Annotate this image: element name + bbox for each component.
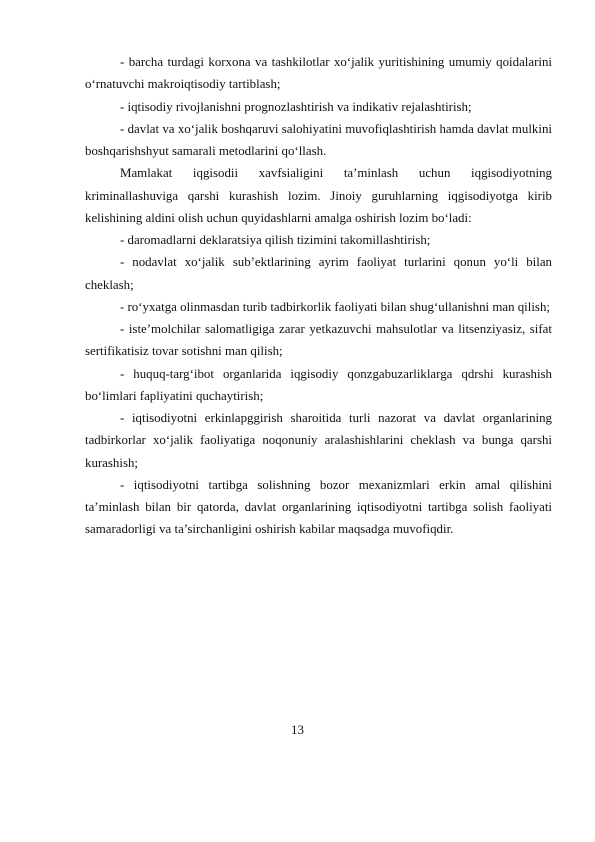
paragraph-state-management: - davlat va xo‘jalik boshqaruvi salohiyatini muvofiqlashtirish hamda davlat mulkini boshqarishshyut samarali metodlarini qo‘llash. — [85, 121, 552, 158]
paragraph-economic-security-intro: Mamlakat iqgisodii xavfsialigini ta’minlash uchun iqgisodiyotning kriminallashuviga qarshi kurashish lozim. Jinoiy guruhlarning iqgisodiyotga kirib kelishining aldini olish uchun quyidashlarni amalga oshirish lozim bo‘ladi: — [85, 166, 552, 225]
paragraph-forecasting: - iqtisodiy rivojlanishni prognozlashtirish va indikativ rejalashtirish; — [120, 99, 472, 114]
paragraph-income-declaration: - daromadlarni deklaratsiya qilish tizimini takomillashtirish; — [120, 233, 431, 247]
paragraph-consumer-health: - iste’molchilar salomatligiga zarar yetkazuvchi mahsulotlar va litsenziyasiz, sifat sertifikatisiz tovar sotishni man qilish; — [85, 322, 552, 359]
paragraph-law-enforcement: - huquq-targ‘ibot organlarida iqgisodiy qonzgabuzarliklarga qdrshi kurashish bo‘limlari fapliyatini quchaytirish; — [85, 366, 552, 403]
paragraph-macro-regulation: - barcha turdagi korxona va tashkilotlar xo‘jalik yuritishining umumiy qoidalarini o‘rnatuvchi makroiqtisodiy tartiblash; — [85, 55, 552, 92]
page-number: 13 — [291, 722, 304, 737]
paragraph-unregistered-business: - ro‘yxatga olinmasdan turib tadbirkorlik faoliyati bilan shug‘ullanishni man qilish; — [120, 299, 550, 314]
paragraph-nonstate-restriction: - nodavlat xo‘jalik sub’ektlarining ayrim faoliyat turlarini qonun yo‘li bilan cheklash; — [85, 255, 552, 292]
body-text — [85, 51, 552, 541]
paragraph-market-mechanisms: - iqtisodiyotni tartibga solishning bozor mexanizmlari erkin amal qilishini ta’minlash bilan bir qatorda, davlat organlarining iqtisodiyotni tartibga solish faoliyati samaradorligi va ta’sirchanligini oshirish kabilar maqsadga muvofiqdir. — [85, 477, 552, 537]
paragraph-liberalization: - iqtisodiyotni erkinlapggirish sharoitida turli nazorat va davlat organlarining tadbirkorlar xo‘jalik faoliyatiga noqonuniy aralashishlarini cheklash va bunga qarshi kurashish; — [85, 411, 552, 470]
